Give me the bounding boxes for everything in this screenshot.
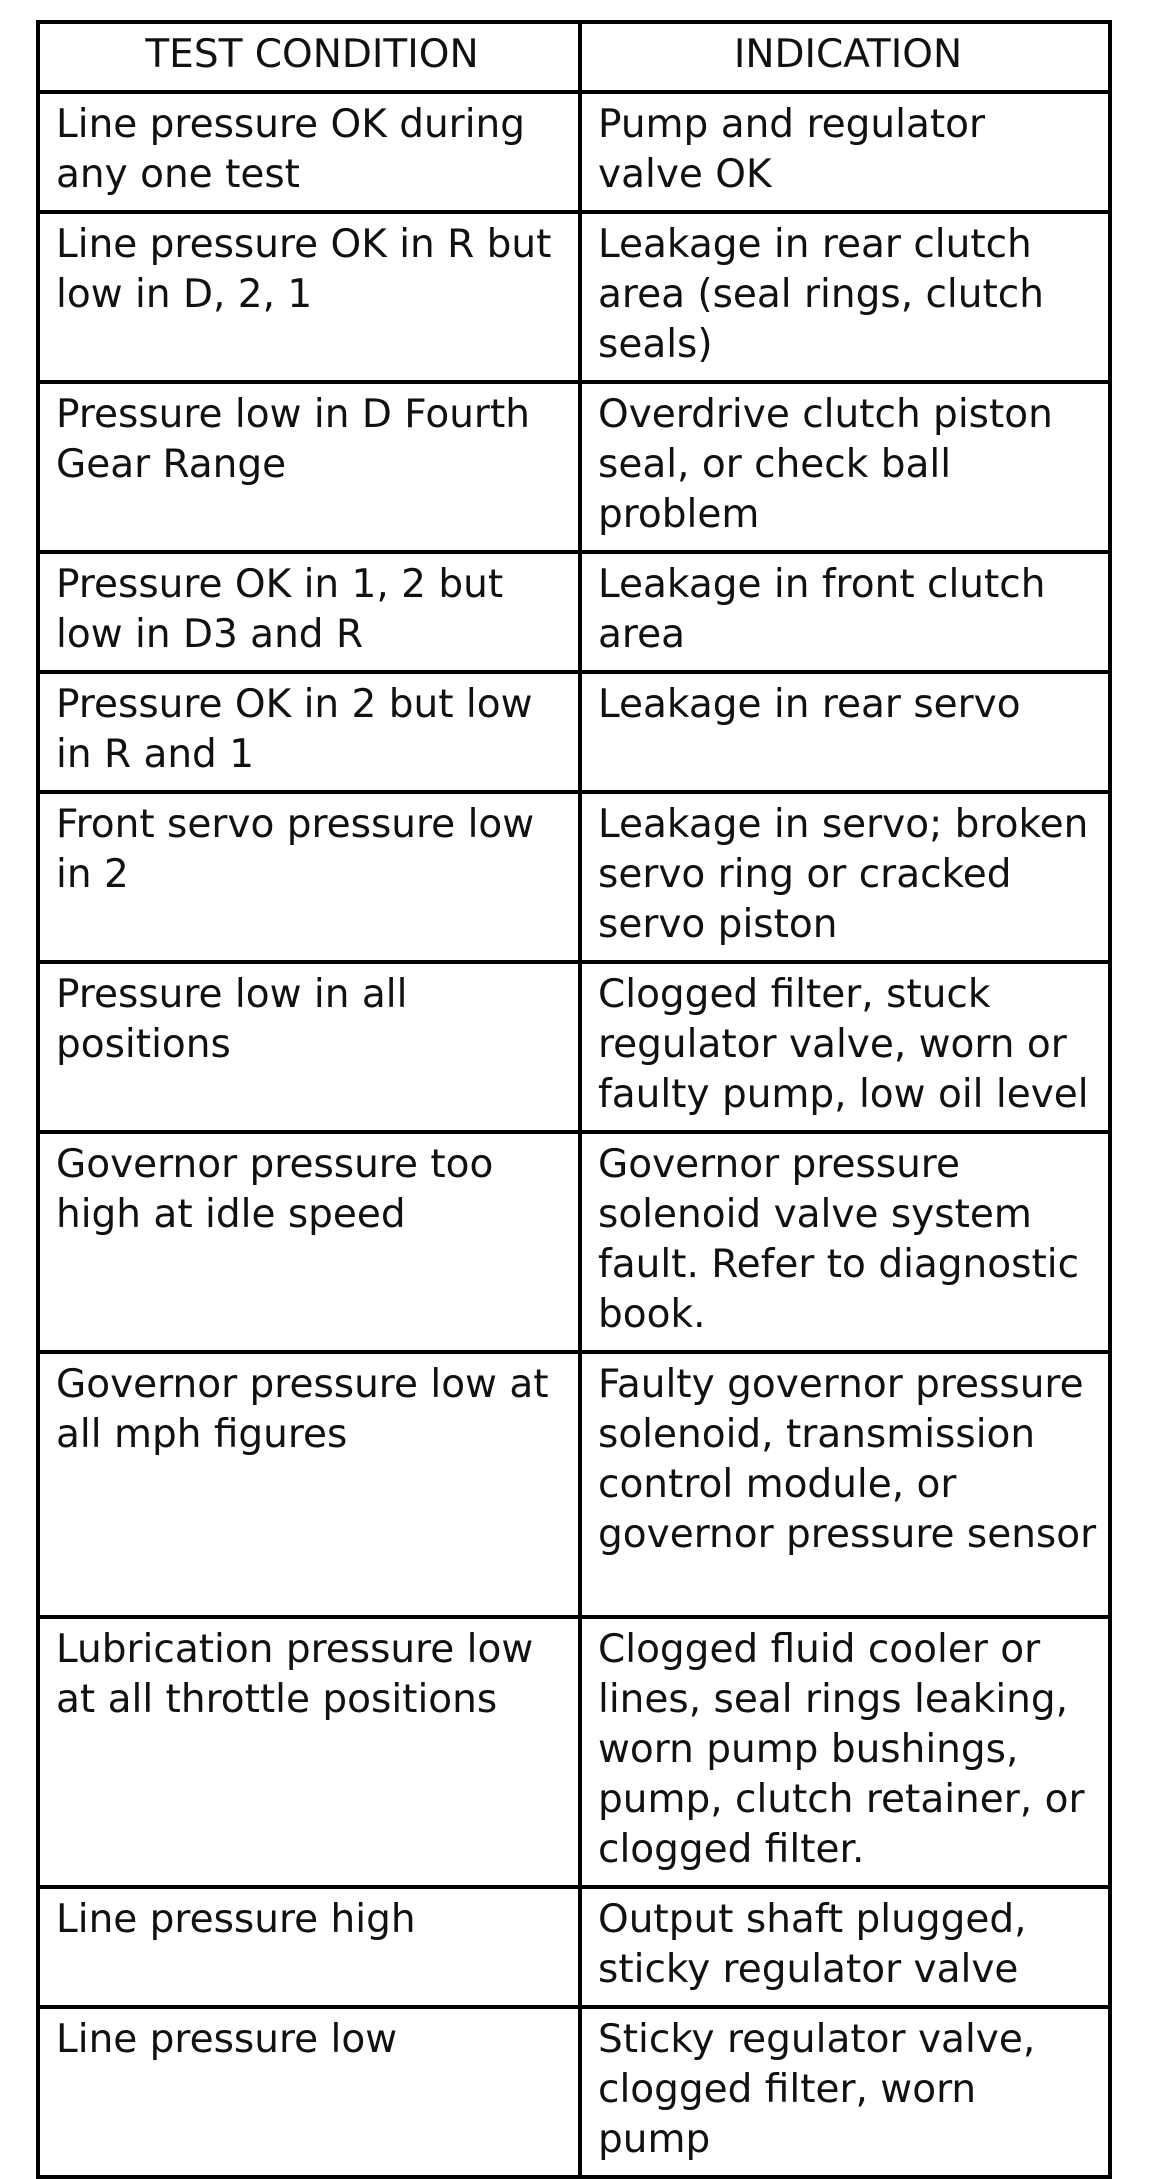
- test-condition-cell: Line pressure low: [38, 2007, 580, 2177]
- indication-cell: Faulty governor pressure solenoid, transmission control module, or governor pressure sensor: [580, 1352, 1110, 1617]
- indication-cell: Leakage in front clutch area: [580, 552, 1110, 672]
- indication-cell: Pump and regulator valve OK: [580, 92, 1110, 212]
- table-row: [38, 962, 1110, 1132]
- indication-cell: Leakage in servo; broken servo ring or cracked servo piston: [580, 792, 1110, 962]
- table-row: [38, 92, 1110, 212]
- indication-cell: Overdrive clutch piston seal, or check ball problem: [580, 382, 1110, 552]
- pressure-diagnosis-table: [36, 20, 1112, 2179]
- table-row: [38, 212, 1110, 382]
- table-row: [38, 2007, 1110, 2177]
- table-row: [38, 1617, 1110, 1887]
- indication-cell: Clogged filter, stuck regulator valve, worn or faulty pump, low oil level: [580, 962, 1110, 1132]
- header-indication: INDICATION: [580, 22, 1110, 92]
- header-test-condition: TEST CONDITION: [38, 22, 580, 92]
- indication-cell: Leakage in rear servo: [580, 672, 1110, 792]
- test-condition-cell: Line pressure OK during any one test: [38, 92, 580, 212]
- table-row: [38, 552, 1110, 672]
- table-row: [38, 792, 1110, 962]
- test-condition-cell: Governor pressure too high at idle speed: [38, 1132, 580, 1352]
- test-condition-cell: Line pressure high: [38, 1887, 580, 2007]
- test-condition-cell: Pressure low in D Fourth Gear Range: [38, 382, 580, 552]
- table-row: [38, 672, 1110, 792]
- table-row: [38, 382, 1110, 552]
- indication-cell: Governor pressure solenoid valve system fault. Refer to diagnostic book.: [580, 1132, 1110, 1352]
- test-condition-cell: Lubrication pressure low at all throttle positions: [38, 1617, 580, 1887]
- indication-cell: Clogged fluid cooler or lines, seal rings leaking, worn pump bushings, pump, clutch retainer, or clogged filter.: [580, 1617, 1110, 1887]
- header-row: [38, 22, 1110, 92]
- test-condition-cell: Governor pressure low at all mph figures: [38, 1352, 580, 1617]
- table-row: [38, 1887, 1110, 2007]
- table-row: [38, 1352, 1110, 1617]
- test-condition-cell: Pressure OK in 1, 2 but low in D3 and R: [38, 552, 580, 672]
- test-condition-cell: Front servo pressure low in 2: [38, 792, 580, 962]
- test-condition-cell: Line pressure OK in R but low in D, 2, 1: [38, 212, 580, 382]
- indication-cell: Sticky regulator valve, clogged filter, worn pump: [580, 2007, 1110, 2177]
- indication-cell: Output shaft plugged, sticky regulator valve: [580, 1887, 1110, 2007]
- table-row: [38, 1132, 1110, 1352]
- test-condition-cell: Pressure low in all positions: [38, 962, 580, 1132]
- test-condition-cell: Pressure OK in 2 but low in R and 1: [38, 672, 580, 792]
- indication-cell: Leakage in rear clutch area (seal rings, clutch seals): [580, 212, 1110, 382]
